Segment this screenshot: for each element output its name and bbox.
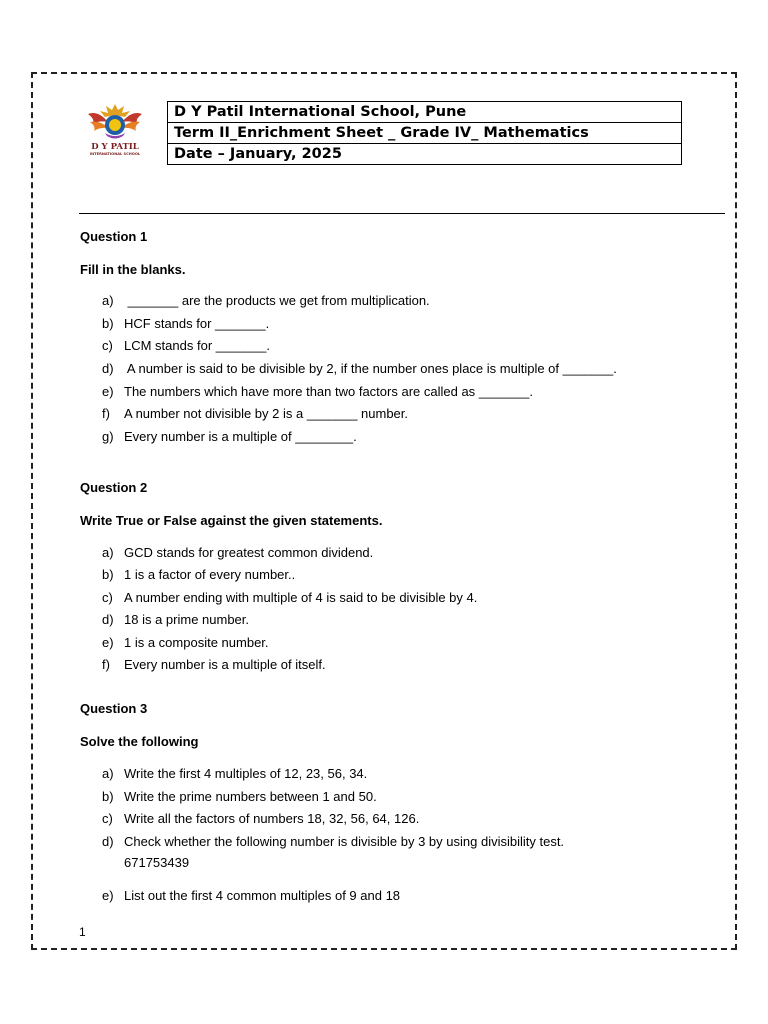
list-item: f) Every number is a multiple of itself. [102,657,326,672]
logo-title: D Y PATIL [91,142,139,152]
list-item: b) Write the prime numbers between 1 and 50. [102,789,377,804]
q1-title: Question 1 [80,229,148,244]
logo-subtitle: INTERNATIONAL SCHOOL [89,152,141,156]
sheet-date: Date – January, 2025 [174,146,342,162]
list-item: a) _______ are the products we get from multiplication. [102,293,430,308]
q3-d-number: 671753439 [124,855,190,870]
q3-title: Question 3 [80,701,148,716]
q3-instruction: Solve the following [80,734,199,749]
list-item: c) LCM stands for _______. [102,338,270,353]
list-item: e) The numbers which have more than two factors are called as _______. [102,384,534,399]
q1-instruction: Fill in the blanks. [80,262,186,277]
list-item: b) 1 is a factor of every number.. [102,567,296,582]
list-item: e) 1 is a composite number. [102,635,269,650]
list-item: a) Write the first 4 multiples of 12, 23, 56, 34. [102,766,368,781]
list-item: d) A number is said to be divisible by 2, if the number ones place is multiple of _______. [102,361,617,376]
header-box [167,101,682,165]
page-number: 1 [79,925,86,939]
list-item: a) GCD stands for greatest common dividend. [102,545,374,560]
list-item: c) Write all the factors of numbers 18, 32, 56, 64, 126. [102,811,420,826]
list-item: g) Every number is a multiple of ________. [102,429,357,444]
list-item: d) 18 is a prime number. [102,612,250,627]
school-logo [82,100,148,160]
list-item: c) A number ending with multiple of 4 is said to be divisible by 4. [102,590,478,605]
logo-emblem [88,104,142,139]
school-name: D Y Patil International School, Pune [168,102,681,123]
q2-instruction: Write True or False against the given statements. [80,513,383,528]
q2-title: Question 2 [80,480,148,495]
sheet-title: Term II_Enrichment Sheet _ Grade IV_ Mathematics [168,123,681,144]
list-item: f) A number not divisible by 2 is a _______ number. [102,406,409,421]
list-item: b) HCF stands for _______. [102,316,270,331]
list-item: e) List out the first 4 common multiples of 9 and 18 [102,888,401,903]
header-divider [79,213,725,214]
list-item: d) Check whether the following number is divisible by 3 by using divisibility test. [102,834,565,849]
